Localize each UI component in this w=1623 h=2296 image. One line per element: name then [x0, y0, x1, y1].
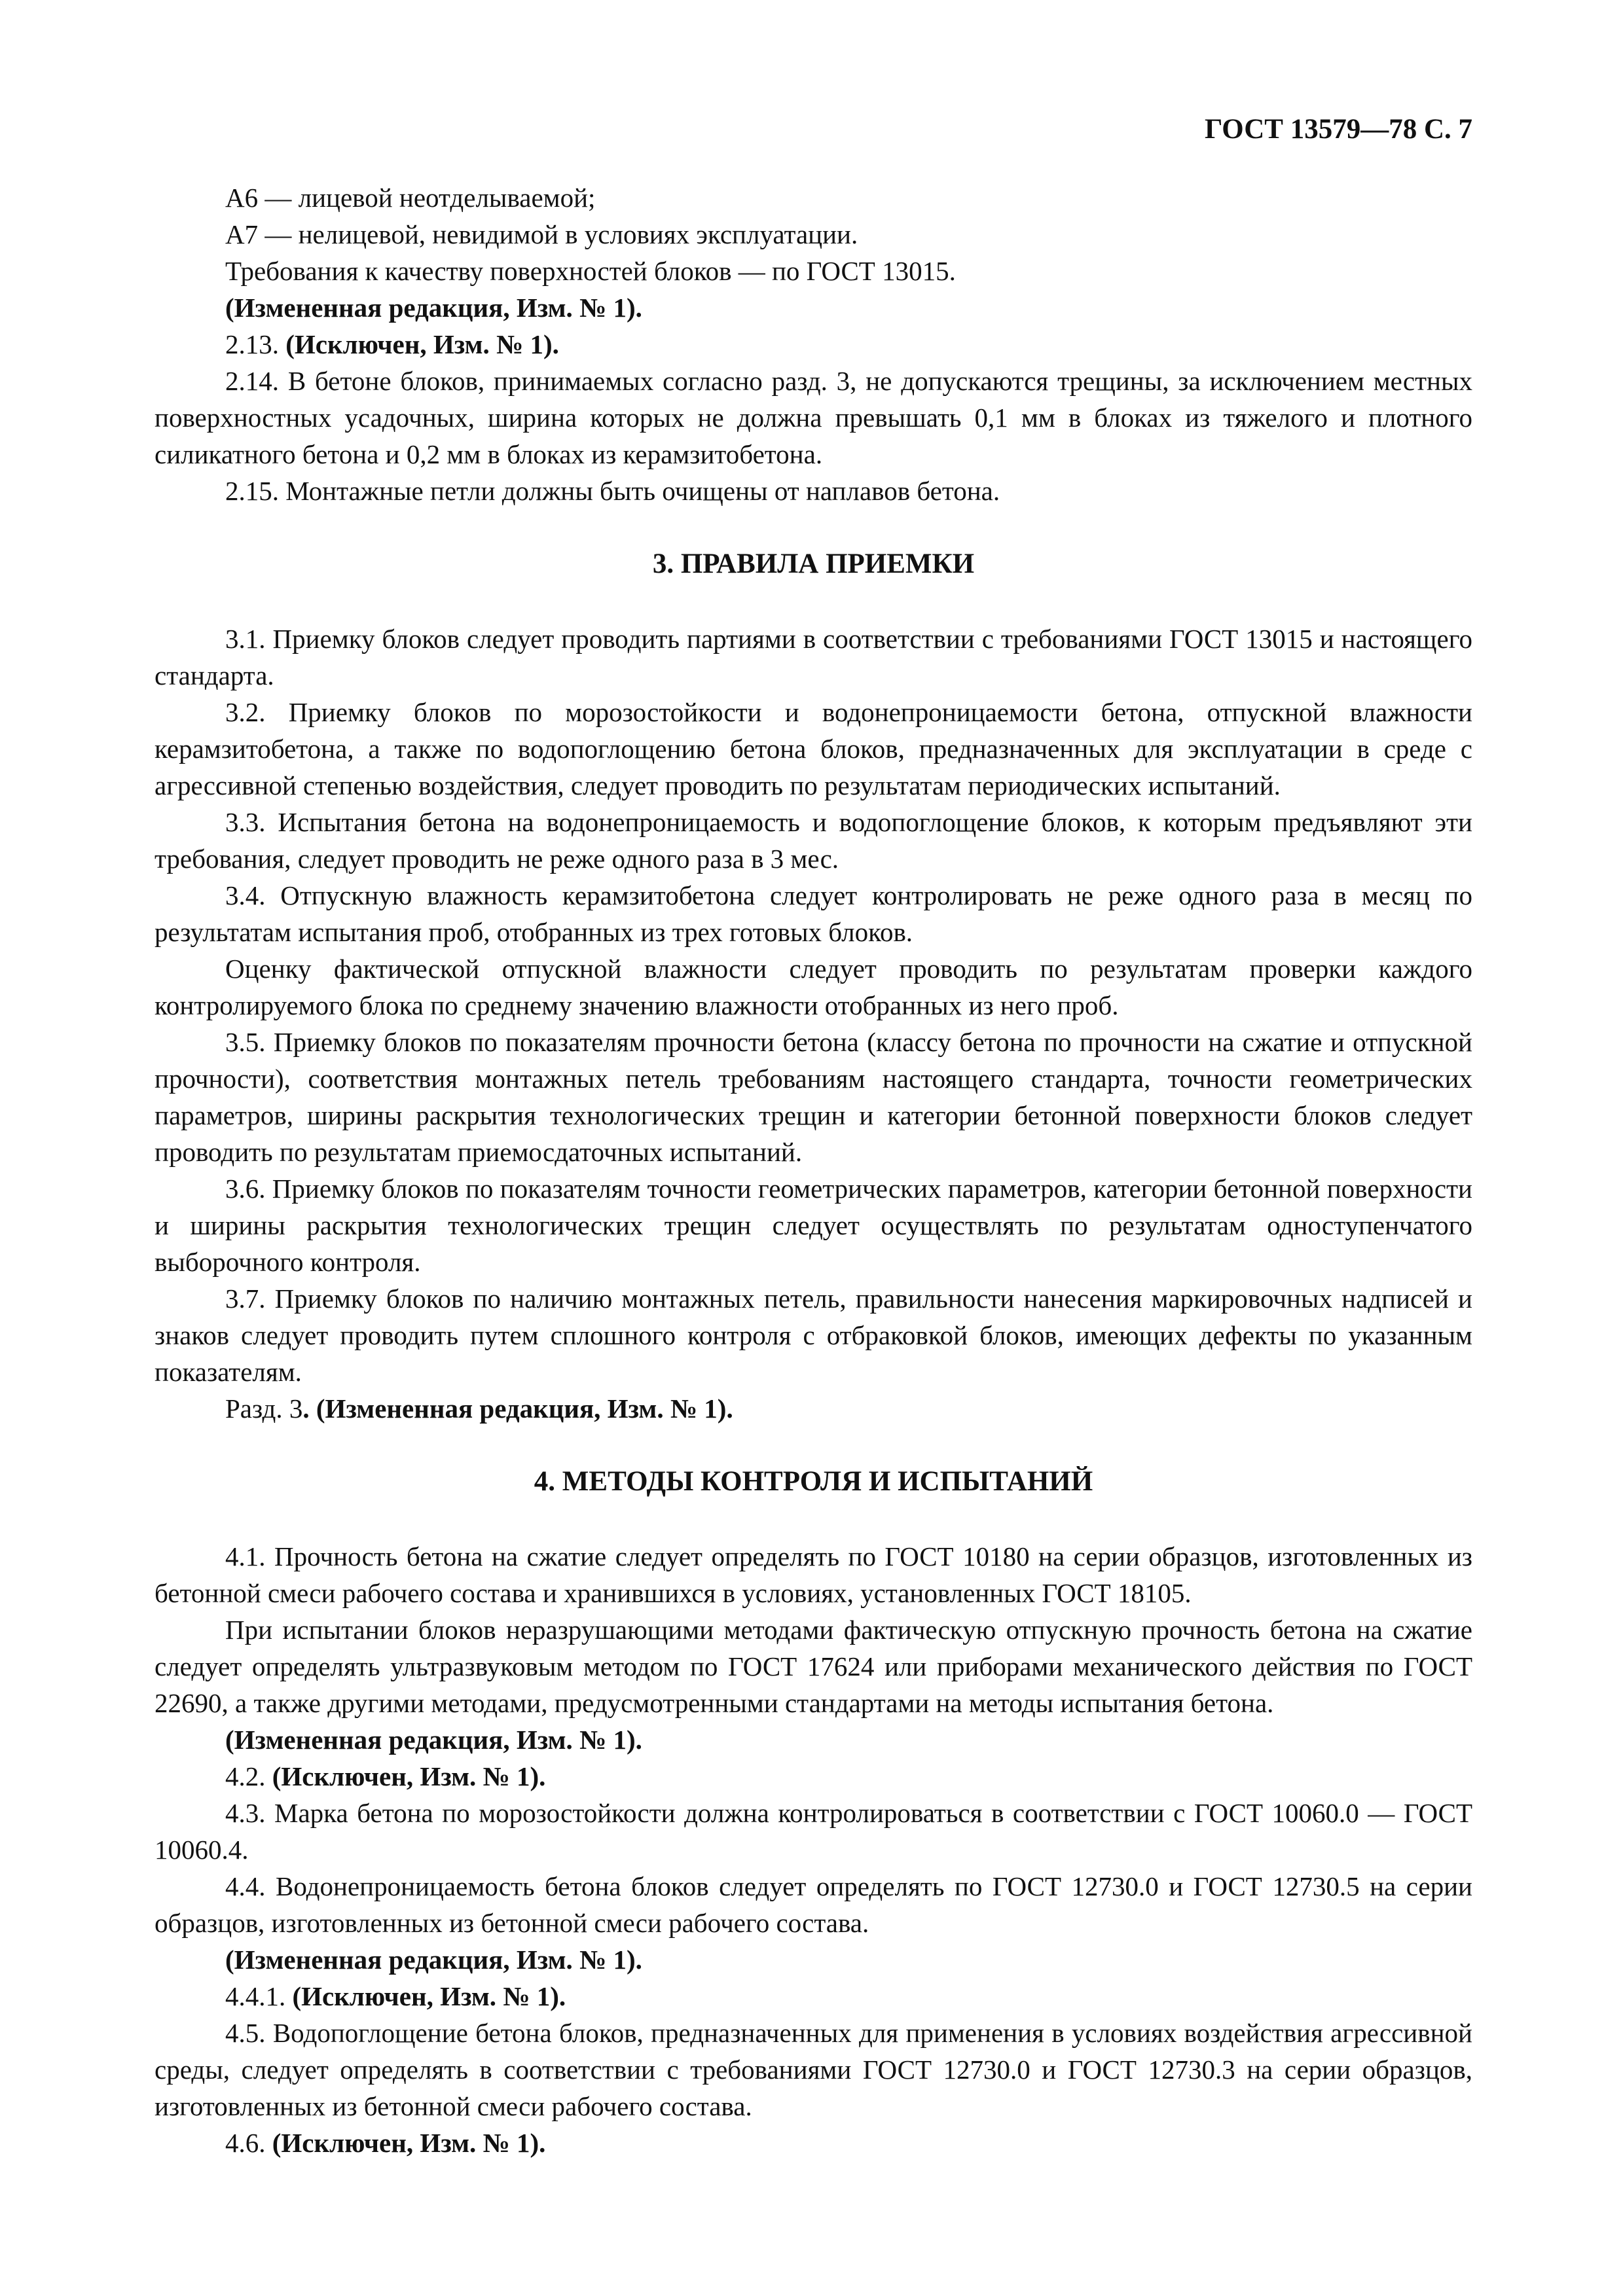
section-4 — [155, 1538, 1472, 2161]
clause-2-14: 2.14. В бетоне блоков, принимаемых согласно разд. 3, не допускаются трещины, за исключением местных поверхностных усадочных, ширина которых не должна превышать 0,1 мм в блоках из тяжелого и плотного силикатного бетона и 0,2 мм в блоках из керамзитобетона. — [155, 366, 1472, 469]
section-3-amendment — [155, 1390, 1472, 1427]
clause-4-1: 4.1. Прочность бетона на сжатие следует определять по ГОСТ 10180 на серии образцов, изготовленных из бетонной смеси рабочего состава и хранившихся в условиях, установленных ГОСТ 18105. — [155, 1541, 1472, 1608]
clause-3-3: 3.3. Испытания бетона на водонепроницаемость и водопоглощение блоков, к которым предъявляют эти требования, следует проводить не реже одного раза в 3 мес. — [155, 807, 1472, 874]
excluded-note: (Исключен, Изм. № 1). — [292, 1981, 566, 2011]
clause-3-1: 3.1. Приемку блоков следует проводить партиями в соответствии с требованиями ГОСТ 13015 и настоящего стандарта. — [155, 624, 1472, 691]
amendment-text: (Измененная редакция, Изм. № 1). — [225, 293, 642, 323]
item-a6: А6 — лицевой неотделываемой; — [225, 183, 596, 213]
clause-number: 4.4.1. — [225, 1981, 286, 2011]
razd-label: Разд. 3 — [225, 1393, 303, 1424]
clause-2-15: 2.15. Монтажные петли должны быть очищены от наплавов бетона. — [225, 476, 1000, 506]
section-2-continuation — [155, 179, 1472, 509]
clause-4-6 — [155, 2125, 1472, 2161]
section-3-heading: 3. ПРАВИЛА ПРИЕМКИ — [652, 548, 975, 579]
clause-number: 2.13. — [225, 329, 279, 359]
clause-3-5: 3.5. Приемку блоков по показателям прочности бетона (классу бетона по прочности на сжатие и отпускной прочности), соответствия монтажных петель требованиям настоящего стандарта, точности геометрических параметров, ширины раскрытия технологических трещин и категории бетонной поверхности блоков следует проводить по результатам приемосдаточных испытаний. — [155, 1027, 1472, 1167]
amendment-note — [155, 1941, 1472, 1978]
section-3 — [155, 620, 1472, 1427]
amendment-note — [155, 1721, 1472, 1758]
clause-4-5: 4.5. Водопоглощение бетона блоков, предназначенных для применения в условиях воздействия агрессивной среды, следует определять в соответствии с требованиями ГОСТ 12730.0 и ГОСТ 12730.3 на серии образцов, изготовленных из бетонной смеси рабочего состава. — [155, 2018, 1472, 2121]
clause-3-4-assessment: Оценку фактической отпускной влажности следует проводить по результатам проверки каждого контролируемого блока по среднему значению влажности отобранных из него проб. — [155, 954, 1472, 1020]
clause-4-3: 4.3. Марка бетона по морозостойкости должна контролироваться в соответствии с ГОСТ 10060.0 — ГОСТ 10060.4. — [155, 1798, 1472, 1865]
excluded-note: (Исключен, Изм. № 1). — [272, 1761, 546, 1791]
amendment-note — [155, 289, 1472, 326]
amendment-text: (Измененная редакция, Изм. № 1). — [225, 1945, 642, 1975]
running-head: ГОСТ 13579—78 С. 7 — [1204, 114, 1472, 145]
clause-3-6: 3.6. Приемку блоков по показателям точности геометрических параметров, категории бетонной поверхности и ширины раскрытия технологических трещин следует осуществлять по результатам одноступенчатого выборочного контроля. — [155, 1174, 1472, 1277]
clause-3-2: 3.2. Приемку блоков по морозостойкости и водонепроницаемости бетона, отпускной влажности керамзитобетона, а также по водопоглощению бетона блоков, предназначенных для эксплуатации в среде с агрессивной степенью воздействия, следует проводить по результатам периодических испытаний. — [155, 697, 1472, 800]
amendment-text: (Измененная редакция, Изм. № 1). — [316, 1393, 733, 1424]
section-4-heading: 4. МЕТОДЫ КОНТРОЛЯ И ИСПЫТАНИЙ — [534, 1466, 1093, 1497]
surface-requirements: Требования к качеству поверхностей блоков — по ГОСТ 13015. — [225, 256, 956, 286]
excluded-note: (Исключен, Изм. № 1). — [272, 2128, 546, 2158]
clause-4-1-nondestructive: При испытании блоков неразрушающими методами фактическую отпускную прочность бетона на сжатие следует определять ультразвуковым методом по ГОСТ 17624 или приборами механического действия по ГОСТ 22690, а также другими методами, предусмотренными стандартами на методы испытания бетона. — [155, 1615, 1472, 1718]
clause-4-4-1 — [155, 1978, 1472, 2015]
item-a7: А7 — нелицевой, невидимой в условиях эксплуатации. — [225, 219, 858, 249]
amendment-text: (Измененная редакция, Изм. № 1). — [225, 1725, 642, 1755]
clause-2-13 — [155, 326, 1472, 363]
clause-4-4: 4.4. Водонепроницаемость бетона блоков следует определять по ГОСТ 12730.0 и ГОСТ 12730.5 на серии образцов, изготовленных из бетонной смеси рабочего состава. — [155, 1871, 1472, 1938]
clause-3-4: 3.4. Отпускную влажность керамзитобетона следует контролировать не реже одного раза в месяц по результатам испытания проб, отобранных из трех готовых блоков. — [155, 880, 1472, 947]
razd-dot: . — [302, 1393, 310, 1424]
excluded-note: (Исключен, Изм. № 1). — [285, 329, 559, 359]
clause-4-2 — [155, 1758, 1472, 1795]
clause-number: 4.2. — [225, 1761, 266, 1791]
clause-3-7: 3.7. Приемку блоков по наличию монтажных петель, правильности нанесения маркировочных надписей и знаков следует проводить путем сплошного контроля с отбраковкой блоков, имеющих дефекты по указанным показателям. — [155, 1283, 1472, 1387]
clause-number: 4.6. — [225, 2128, 266, 2158]
